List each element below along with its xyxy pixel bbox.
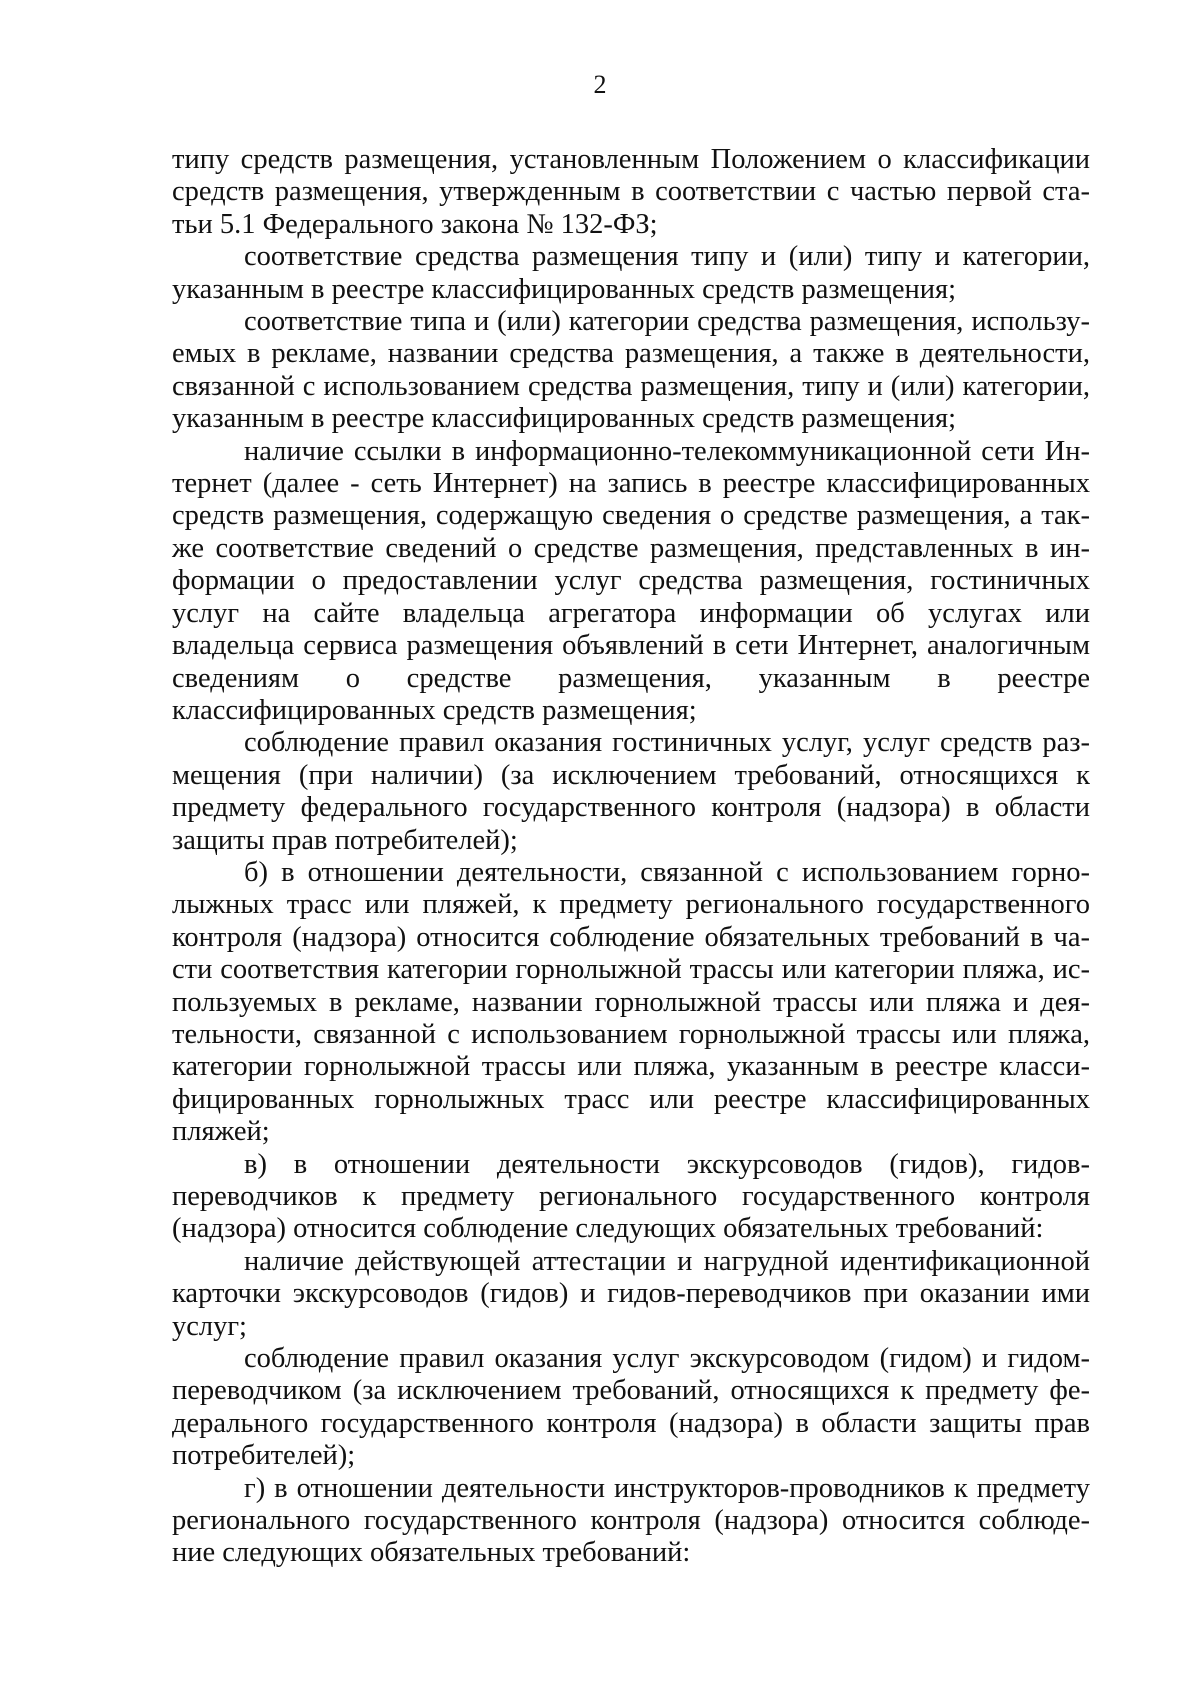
paragraph: г) в отношении деятельности инструкторов-проводников к предмету регионального государственного контроля (надзора) относится соблюдение следующих обязательных требований: [172, 1472, 1090, 1569]
paragraph: соблюдение правил оказания услуг экскурсоводом (гидом) и гидом-переводчиком (за исключением требований, относящихся к предмету федерального государственного контроля (надзора) в области защиты прав потребителей); [172, 1343, 1090, 1472]
paragraph: наличие действующей аттестации и нагрудной идентификационной карточки экскурсоводов (гидов) и гидов-переводчиков при оказании ими услуг; [172, 1245, 1090, 1342]
paragraph: соответствие типа и (или) категории средства размещения, используемых в рекламе, названии средства размещения, а также в деятельности, связанной с использованием средства размещения, типу и (или) категории, указанным в реестре классифицированных средств размещения; [172, 306, 1090, 435]
paragraph: соблюдение правил оказания гостиничных услуг, услуг средств размещения (при наличии) (за исключением требований, относящихся к предмету федерального государственного контроля (надзора) в области защиты прав потребителей); [172, 727, 1090, 856]
paragraph: в) в отношении деятельности экскурсоводов (гидов), гидов-переводчиков к предмету регионального государственного контроля (надзора) относится соблюдение следующих обязательных требований: [172, 1148, 1090, 1245]
paragraph: типу средств размещения, установленным Положением о классификации средств размещения, утвержденным в соответствии с частью первой статьи 5.1 Федерального закона № 132-ФЗ; [172, 144, 1090, 240]
page-number: 2 [593, 70, 607, 99]
paragraph: соответствие средства размещения типу и (или) типу и категории, указанным в реестре классифицированных средств размещения; [172, 241, 1090, 305]
document-body [172, 144, 1090, 1570]
paragraph: наличие ссылки в информационно-телекоммуникационной сети Интернет (далее - сеть Интернет) на запись в реестре классифицированных средств размещения, содержащую сведения о средстве размещения, а также соответствие сведений о средстве размещения, представленных в информации о предоставлении услуг средства размещения, гостиничных услуг на сайте владельца агрегатора информации об услугах или владельца сервиса размещения объявлений в сети Интернет, аналогичным сведениям о средстве размещения, указанным в реестре классифицированных средств размещения; [172, 435, 1090, 726]
paragraph: б) в отношении деятельности, связанной с использованием горнолыжных трасс или пляжей, к предмету регионального государственного контроля (надзора) относится соблюдение обязательных требований в части соответствия категории горнолыжной трассы или категории пляжа, используемых в рекламе, названии горнолыжной трассы или пляжа и деятельности, связанной с использованием горнолыжной трассы или пляжа, категории горнолыжной трассы или пляжа, указанным в реестре классифицированных горнолыжных трасс или реестре классифицированных пляжей; [172, 856, 1090, 1148]
